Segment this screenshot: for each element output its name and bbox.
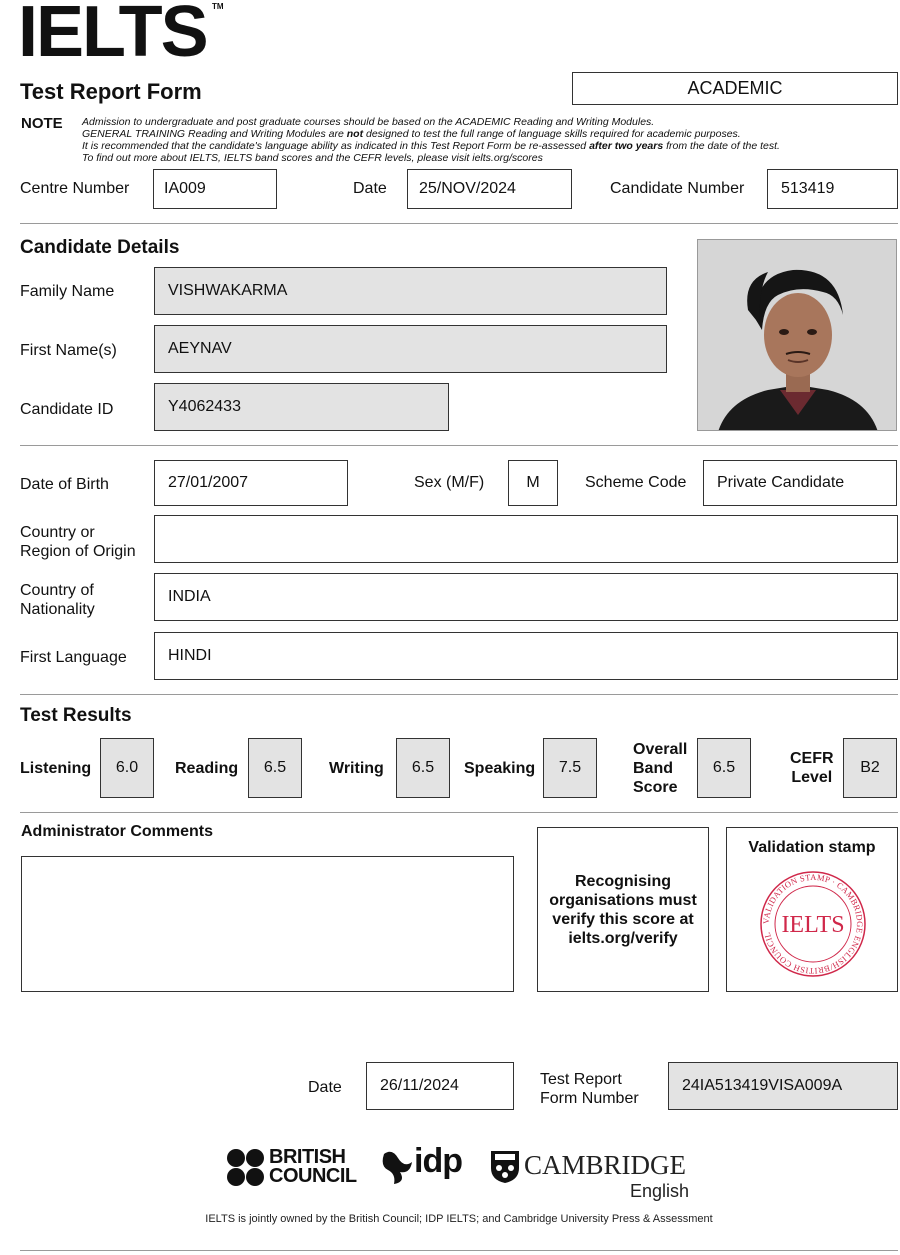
scheme-code-label: Scheme Code (585, 474, 687, 491)
idp-mark-icon (380, 1148, 416, 1186)
dob-field (154, 460, 348, 506)
stamp-center-text: IELTS (781, 912, 845, 938)
divider (20, 812, 898, 813)
centre-number-value: IA009 (164, 180, 206, 197)
divider (20, 445, 898, 446)
form-title: Test Report Form (20, 79, 202, 104)
ielts-logo (18, 0, 207, 72)
candidate-photo (697, 239, 897, 431)
module-value: ACADEMIC (687, 78, 783, 98)
writing-score: 6.5 (396, 738, 450, 798)
cambridge-shield-icon (490, 1150, 520, 1184)
note-line-3: It is recommended that the candidate's language ability as indicated in this Test Report Form be re-assessed after two years from the date of the test. (82, 140, 780, 152)
test-date-field (407, 169, 572, 209)
module-box (572, 72, 898, 105)
nationality-label: Country of Nationality (20, 582, 95, 618)
cefr-level-label: CEFR Level (790, 750, 834, 786)
stamp-ring-text: VALIDATION STAMP · CAMBRIDGE ENGLISH/BRITISH COUNCIL (760, 871, 866, 977)
first-language-value: HINDI (168, 647, 212, 664)
origin-field (154, 515, 898, 563)
candidate-number-field (767, 169, 898, 209)
centre-number-field (153, 169, 277, 209)
centre-number-label: Centre Number (20, 180, 130, 197)
speaking-label: Speaking (464, 760, 536, 777)
validation-stamp (727, 868, 899, 988)
idp-logo: idp (380, 1146, 470, 1186)
writing-label: Writing (329, 760, 384, 777)
overall-band-label: Overall Band Score (633, 741, 688, 796)
candidate-number-value: 513419 (781, 180, 835, 197)
divider (20, 1250, 898, 1251)
divider (20, 223, 898, 224)
listening-score: 6.0 (100, 738, 154, 798)
verify-notice-text: Recognising organisations must verify this score at ielts.org/verify (549, 872, 697, 947)
sex-field (508, 460, 558, 506)
sex-label: Sex (M/F) (414, 474, 485, 491)
cambridge-english-logo: CAMBRIDGE English (490, 1150, 695, 1206)
trademark-mark: TM (212, 2, 224, 11)
first-name-value: AEYNAV (168, 340, 232, 357)
trf-number-field (668, 1062, 898, 1110)
reading-score: 6.5 (248, 738, 302, 798)
ownership-statement: IELTS is jointly owned by the British Council; IDP IELTS; and Cambridge University Press & Assessment (205, 1213, 713, 1225)
issue-date-field (366, 1062, 514, 1110)
note-line-1: Admission to undergraduate and post graduate courses should be based on the ACADEMIC Reading and Writing Modules. (82, 116, 655, 128)
candidate-id-label: Candidate ID (20, 401, 114, 418)
nationality-value: INDIA (168, 588, 211, 605)
dob-label: Date of Birth (20, 476, 109, 493)
family-name-value: VISHWAKARMA (168, 282, 288, 299)
cefr-level-score: B2 (843, 738, 897, 798)
overall-band-score: 6.5 (697, 738, 751, 798)
note-line-2: GENERAL TRAINING Reading and Writing Modules are not designed to test the full range of language skills required for academic purposes. (82, 128, 741, 140)
candidate-id-value: Y4062433 (168, 398, 241, 415)
first-language-label: First Language (20, 649, 127, 666)
ielts-logo-text: IELTS (18, 0, 207, 72)
nationality-field (154, 573, 898, 621)
british-council-dots-icon (226, 1148, 266, 1188)
test-results-heading: Test Results (20, 705, 132, 726)
test-date-label: Date (353, 180, 387, 197)
speaking-score: 7.5 (543, 738, 597, 798)
family-name-field (154, 267, 667, 315)
listening-label: Listening (20, 760, 92, 777)
verify-notice-box (537, 827, 709, 992)
admin-comments-heading: Administrator Comments (21, 823, 214, 840)
validation-stamp-box (726, 827, 898, 992)
note-text (82, 116, 780, 164)
issue-date-label: Date (308, 1079, 342, 1096)
candidate-number-label: Candidate Number (610, 180, 745, 197)
scheme-code-value: Private Candidate (717, 474, 845, 491)
admin-comments-box (21, 856, 514, 992)
dob-value: 27/01/2007 (168, 474, 249, 491)
first-name-label: First Name(s) (20, 342, 117, 359)
first-name-field (154, 325, 667, 373)
candidate-id-field (154, 383, 449, 431)
reading-label: Reading (175, 760, 239, 777)
scheme-code-field (703, 460, 897, 506)
sex-value: M (526, 474, 540, 491)
british-council-logo: BRITISH COUNCIL (226, 1148, 366, 1188)
issue-date-value: 26/11/2024 (380, 1077, 459, 1094)
trf-number-value: 24IA513419VISA009A (682, 1077, 843, 1094)
test-date-value: 25/NOV/2024 (419, 180, 516, 197)
candidate-details-heading: Candidate Details (20, 237, 180, 258)
trf-number-label: Test Report Form Number (540, 1071, 639, 1107)
note-label: NOTE (21, 115, 63, 132)
first-language-field (154, 632, 898, 680)
family-name-label: Family Name (20, 283, 115, 300)
validation-stamp-heading: Validation stamp (748, 839, 876, 856)
origin-label: Country or Region of Origin (20, 524, 136, 560)
divider (20, 694, 898, 695)
note-line-4: To find out more about IELTS, IELTS band scores and the CEFR levels, please visit ielts.org/scores (82, 152, 543, 164)
